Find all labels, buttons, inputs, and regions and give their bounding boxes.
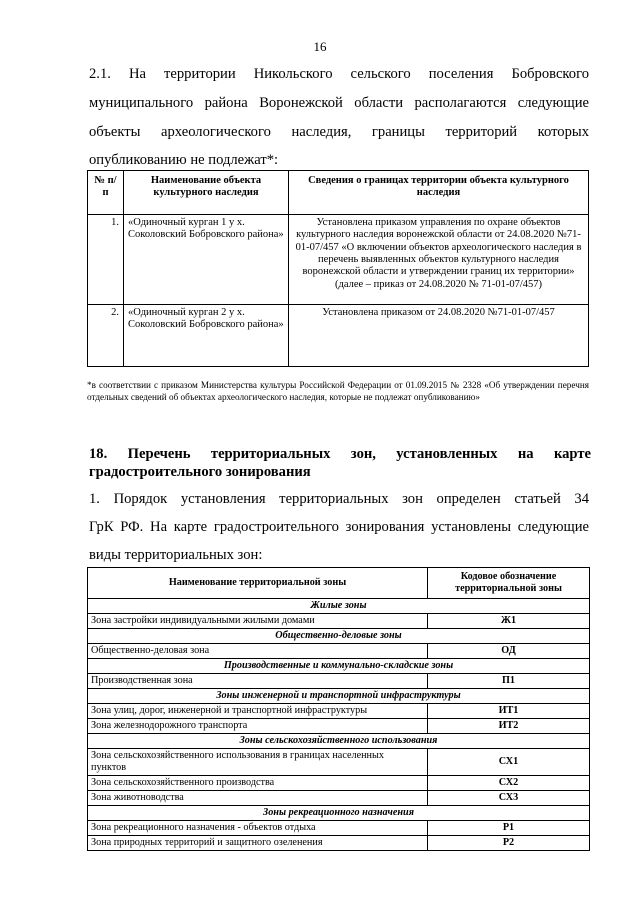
zone-group-title: Зоны сельскохозяйственного использования	[88, 734, 590, 749]
boundary-text-note: (далее – приказ от 24.08.2020 № 71-01-07/457)	[334, 278, 543, 290]
zone-code: СХ2	[428, 776, 590, 791]
page-number: 16	[313, 39, 327, 54]
table-row	[88, 644, 590, 659]
zone-code: ИТ1	[428, 704, 590, 719]
zone-name: Зона улиц, дорог, инженерной и транспортной инфраструктуры	[88, 704, 428, 719]
paragraph-line: муниципального района Воронежской области располагаются следующие	[89, 95, 589, 111]
zone-code: ИТ2	[428, 719, 590, 734]
zone-group-title: Зоны инженерной и транспортной инфраструктуры	[88, 689, 590, 704]
zone-code: Р2	[428, 836, 590, 851]
column-header-zone-code: Кодовое обозначение территориальной зоны	[428, 568, 590, 599]
table-row	[88, 836, 590, 851]
section-18-heading: 18. Перечень территориальных зон, установленных на карте градостроительного зонирования	[89, 446, 591, 480]
zone-name: Зона застройки индивидуальными жилыми домами	[88, 614, 428, 629]
zone-name: Производственная зона	[88, 674, 428, 689]
zone-code: ОД	[428, 644, 590, 659]
zone-group-title: Общественно-деловые зоны	[88, 629, 590, 644]
paragraph-line: объекты археологического наследия, границы территорий которых	[89, 124, 589, 140]
boundary-text: Установлена приказом управления по охране объектов культурного наследия воронежской области от 24.08.2020 №71-01-07/457 «О включении объектов археологического наследия в перечень выявленных объектов культурного наследия воронежской области и утверждении границ их территории»	[295, 216, 582, 278]
footnote: *в соответствии с приказом Министерства культуры Российской Федерации от 01.09.2015 № 2328 «Об утверждении перечня отдельных сведений об объектах археологического наследия, которые не подлежат опубликованию»	[87, 380, 589, 402]
boundary-info: Установлена приказом от 24.08.2020 №71-01-07/457	[289, 304, 589, 366]
zone-name: Зона сельскохозяйственного использования в границах населенных пунктов	[88, 749, 428, 776]
paragraph-line: опубликованию не подлежат*:	[89, 152, 279, 168]
column-header-zone-name: Наименование территориальной зоны	[88, 568, 428, 599]
paragraph-line: виды территориальных зон:	[89, 547, 263, 563]
table-row	[88, 214, 589, 304]
zone-code: П1	[428, 674, 590, 689]
zone-name: Зона железнодорожного транспорта	[88, 719, 428, 734]
zone-name: Зона сельскохозяйственного производства	[88, 776, 428, 791]
zone-group-title: Зоны рекреационного назначения	[88, 806, 590, 821]
table-header-row	[88, 171, 589, 215]
zone-code: СХ3	[428, 791, 590, 806]
table-row	[88, 791, 590, 806]
zone-name: Зона рекреационного назначения - объектов отдыха	[88, 821, 428, 836]
object-name: «Одиночный курган 1 у х. Соколовский Бобровского района»	[124, 214, 289, 304]
zone-code: СХ1	[428, 749, 590, 776]
paragraph-line: 1. Порядок установления территориальных зон определен статьей 34	[89, 491, 589, 507]
row-number: 1.	[88, 214, 124, 304]
zone-group-title: Производственные и коммунально-складские зоны	[88, 659, 590, 674]
paragraph-line: 2.1. На территории Никольского сельского поселения Бобровского	[89, 66, 589, 82]
table-row	[88, 614, 590, 629]
zone-group-title: Жилые зоны	[88, 599, 590, 614]
table-row	[88, 674, 590, 689]
zone-name: Зона природных территорий и защитного озеленения	[88, 836, 428, 851]
table-row	[88, 749, 590, 776]
column-header-number: № п/п	[88, 171, 124, 215]
paragraph-line: ГрК РФ. На карте градостроительного зонирования установлены следующие	[89, 519, 589, 535]
table-row	[88, 821, 590, 836]
heritage-objects-table	[87, 170, 589, 367]
table-row	[88, 776, 590, 791]
row-number: 2.	[88, 304, 124, 366]
object-name: «Одиночный курган 2 у х. Соколовский Бобровского района»	[124, 304, 289, 366]
column-header-object-name: Наименование объекта культурного наследия	[124, 171, 289, 215]
territorial-zones-table	[87, 567, 590, 851]
table-row	[88, 719, 590, 734]
column-header-boundaries: Сведения о границах территории объекта культурного наследия	[289, 171, 589, 215]
table-header-row	[88, 568, 590, 599]
zone-code: Р1	[428, 821, 590, 836]
table-row	[88, 304, 589, 366]
table-row	[88, 704, 590, 719]
zone-name: Общественно-деловая зона	[88, 644, 428, 659]
boundary-info	[289, 214, 589, 304]
zone-code: Ж1	[428, 614, 590, 629]
zone-name: Зона животноводства	[88, 791, 428, 806]
